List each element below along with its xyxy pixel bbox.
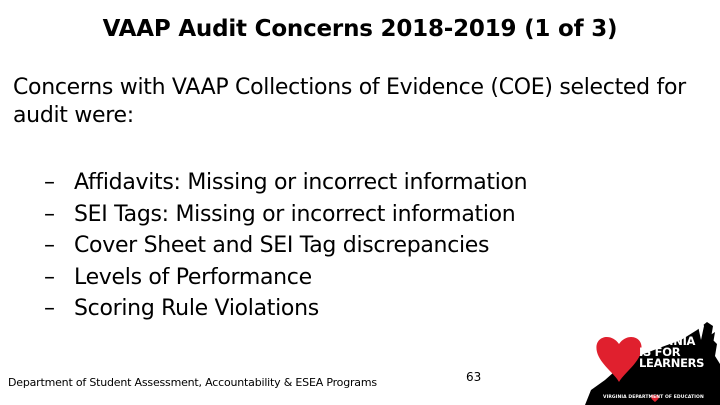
list-item <box>44 170 527 202</box>
slide-title: VAAP Audit Concerns 2018-2019 (1 of 3) <box>102 16 618 42</box>
list-item-text: Cover Sheet and SEI Tag discrepancies <box>74 233 490 258</box>
dash-bullet: – <box>44 264 55 290</box>
dash-bullet: – <box>44 296 55 321</box>
dash-bullet: – <box>44 170 55 195</box>
list-item-text: Affidavits: Missing or incorrect information <box>74 170 528 195</box>
list-item <box>44 296 527 328</box>
logo-line-3: LEARNERS <box>639 356 705 370</box>
list-item-text: Levels of Performance <box>74 264 312 290</box>
list-item-text: Scoring Rule Violations <box>74 296 319 321</box>
list-item-text: SEI Tags: Missing or incorrect information <box>74 201 516 227</box>
page-number: 63 <box>466 370 482 384</box>
list-item <box>44 265 527 297</box>
concerns-list <box>44 170 527 328</box>
list-item <box>44 202 527 234</box>
virginia-is-for-learners-logo <box>585 318 720 405</box>
intro-text: Concerns with VAAP Collections of Evidence (COE) selected for audit were: <box>13 75 686 128</box>
dash-bullet: – <box>44 201 55 227</box>
list-item <box>44 233 527 265</box>
logo-subtitle: VIRGINIA DEPARTMENT OF EDUCATION <box>603 395 704 400</box>
footer-department: Department of Student Assessment, Accountability & ESEA Programs <box>8 376 377 389</box>
logo-line-1: VIRGINIA <box>639 334 696 348</box>
logo-text <box>639 336 704 369</box>
dash-bullet: – <box>44 233 55 258</box>
logo-line-2: IS FOR <box>639 345 681 359</box>
